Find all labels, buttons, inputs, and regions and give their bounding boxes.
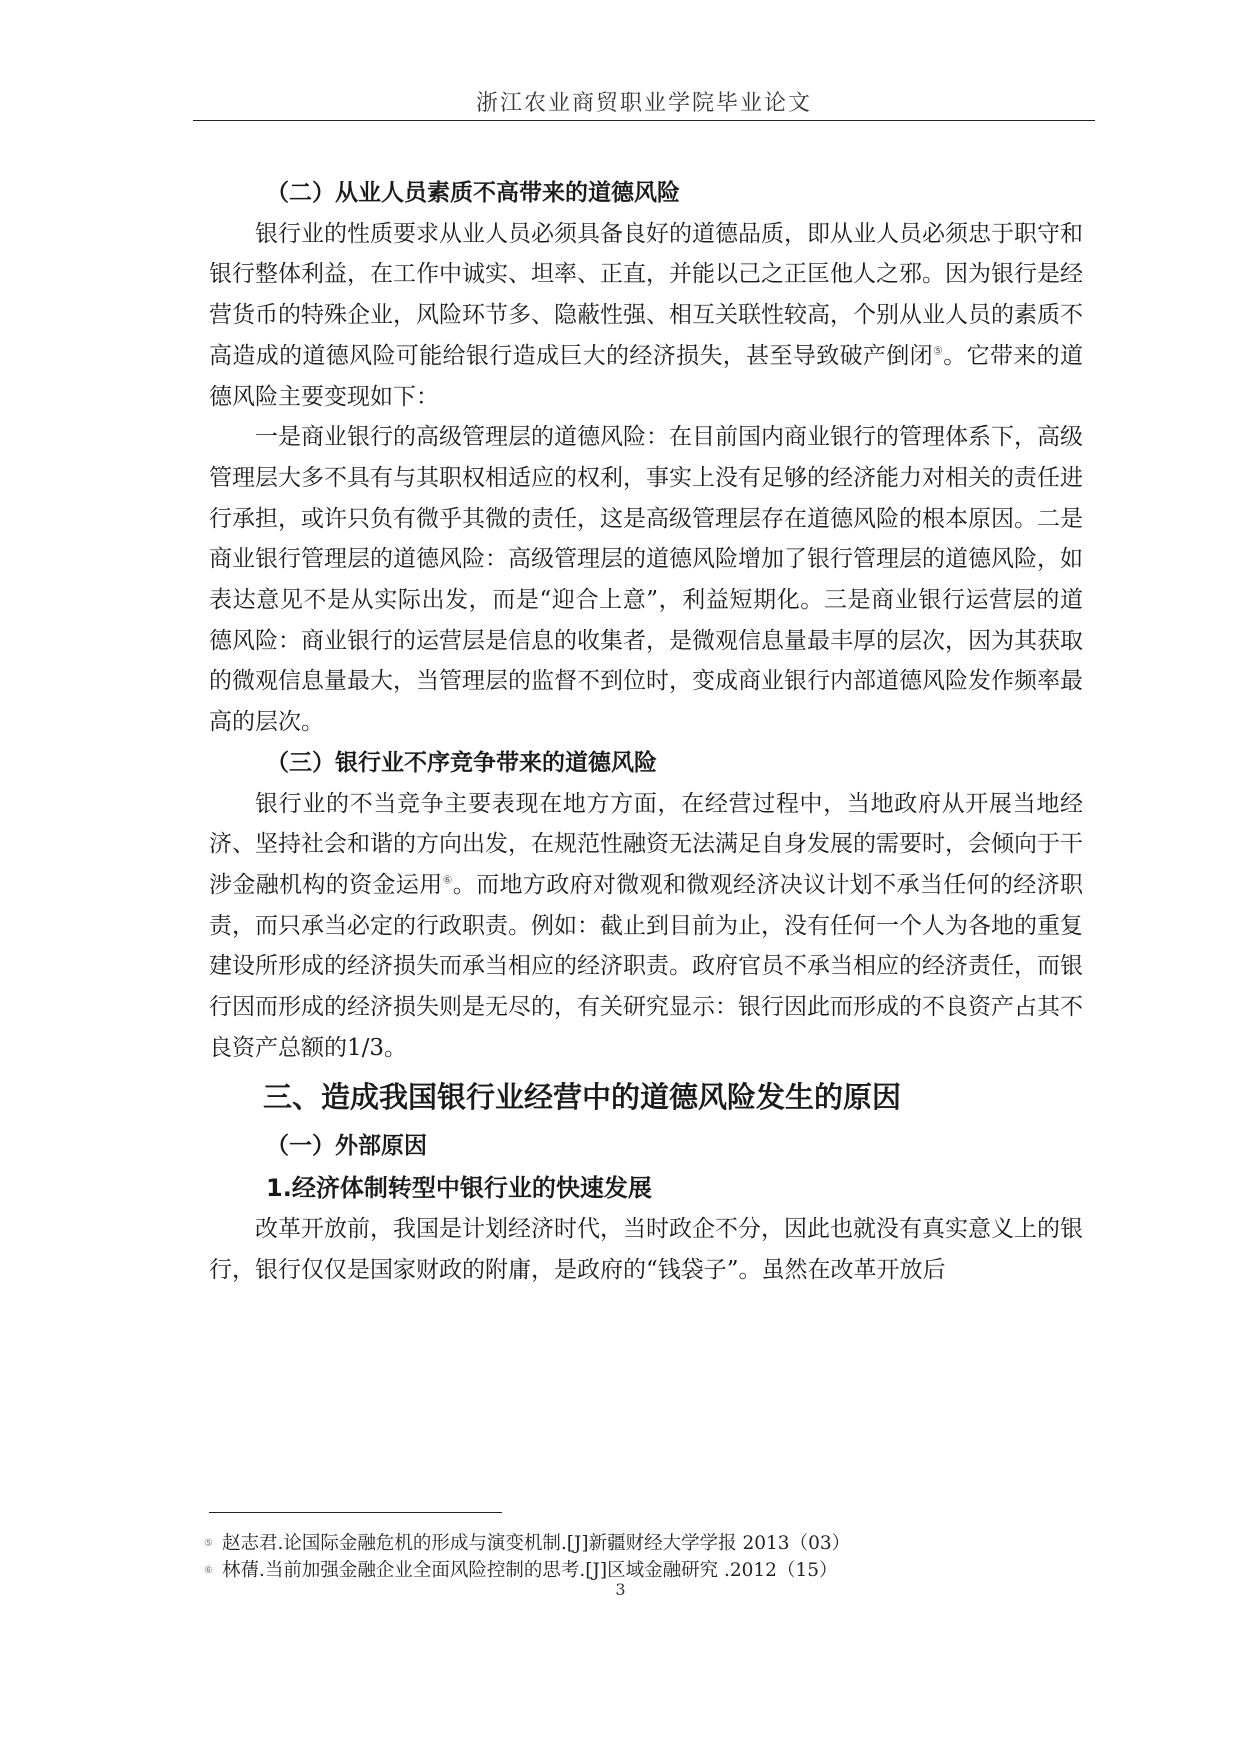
header-rule	[193, 120, 1095, 121]
paragraph: 改革开放前，我国是计划经济时代，当时政企不分，因此也就没有真实意义上的银行，银行仅仅是国家财政的附庸，是政府的“钱袋子”。虽然在改革开放后	[209, 1216, 1083, 1283]
footnote-5	[204, 1530, 1084, 1557]
section-heading-2-3: （三）银行业不序竞争带来的道德风险	[266, 749, 657, 776]
footnotes	[204, 1530, 1084, 1584]
subsection-heading-3-1-1: 1.经济体制转型中银行业的快速发展	[266, 1174, 652, 1203]
paragraph: 一是商业银行的高级管理层的道德风险：在目前国内商业银行的管理体系下，高级管理层大多不具有与其职权相适应的权利，事实上没有足够的经济能力对相关的责任进行承担，或许只负有微乎其微的责任，这是高级管理层存在道德风险的根本原因。二是商业银行管理层的道德风险：高级管理层的道德风险增加了银行管理层的道德风险，如表达意见不是从实际出发，而是“迎合上意”，利益短期化。三是商业银行运营层的道德风险：商业银行的运营层是信息的收集者，是微观信息量最丰厚的层次，因为其获取的微观信息量最大，当管理层的监督不到位时，变成商业银行内部道德风险发作频率最高的层次。	[209, 424, 1083, 736]
footnote-text: 赵志君.论国际金融危机的形成与演变机制.[J]新疆财经大学学报 2013（03）	[222, 1533, 851, 1554]
section-heading-3-1: （一）外部原因	[266, 1133, 427, 1160]
section-heading-2-2: （二）从业人员素质不高带来的道德风险	[266, 180, 680, 206]
footnote-mark: ⑤	[204, 1538, 213, 1549]
running-header: 浙江农业商贸职业学院毕业论文	[475, 91, 812, 116]
page-number: 3	[615, 1580, 626, 1599]
paragraph: 银行业的不当竞争主要表现在地方方面，在经营过程中，当地政府从开展当地经济、坚持社会和谐的方向出发，在规范性融资无法满足自身发展的需要时，会倾向于干涉金融机构的资金运用⑥。而地方政府对微观和微观经济决议计划不承当任何的经济职责，而只承当必定的行政职责。例如：截止到目前为止，没有任何一个人为各地的重复建设所形成的经济损失而承当相应的经济职责。政府官员不承当相应的经济责任，而银行因而形成的经济损失则是无尽的，有关研究显示：银行因此而形成的不良资产占其不良资产总额的1/3。	[209, 790, 1084, 1061]
chapter-heading-3: 三、造成我国银行业经营中的道德风险发生的原因	[263, 1080, 902, 1115]
footnote-rule	[209, 1512, 502, 1513]
footnote-ref-5[interactable]: ⑤	[933, 344, 944, 358]
body-text	[209, 173, 1083, 1291]
footnote-text: 林蒨.当前加强金融企业全面风险控制的思考.[J]区域金融研究 .2012（15）	[222, 1560, 838, 1581]
paragraph: 银行业的性质要求从业人员必须具备良好的道德品质，即从业人员必须忠于职守和银行整体利益，在工作中诚实、坦率、正直，并能以己之正匡他人之邪。因为银行是经营货币的特殊企业，风险环节多、隐蔽性强、相互关联性较高，个别从业人员的素质不高造成的道德风险可能给银行造成巨大的经济损失，甚至导致破产倒闭⑤。它带来的道德风险主要变现如下：	[209, 220, 1083, 410]
footnote-ref-6[interactable]: ⑥	[442, 873, 453, 887]
footnote-mark: ⑥	[204, 1565, 213, 1576]
